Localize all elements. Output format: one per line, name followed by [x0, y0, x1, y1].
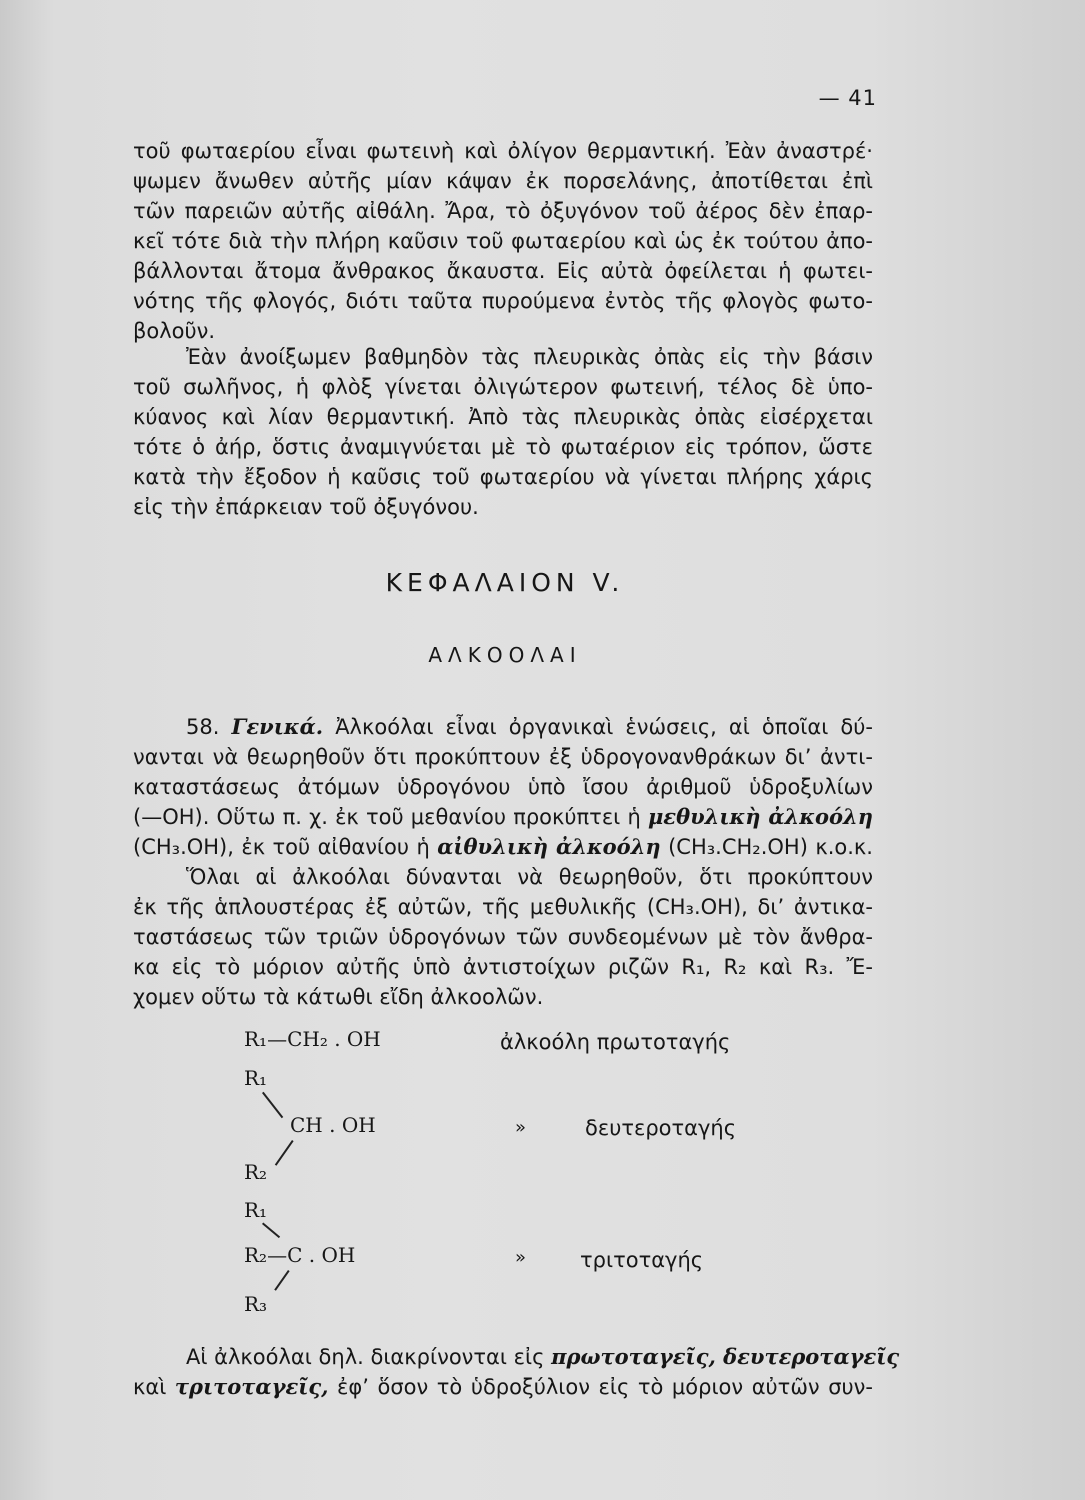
section-title: ΑΛΚΟΟΛΑΙ [428, 643, 582, 667]
term-classes: πρωτοταγεῖς, δευτεροταγεῖς [551, 1344, 900, 1369]
paragraph-heading: Γενικά. [231, 714, 324, 739]
text-line: βολοῦν. [133, 319, 216, 343]
text-line [133, 802, 873, 832]
text-line: κα εἰς τὸ μόριον αὐτῆς ὑπὸ ἀντιστοίχων ριζῶν R₁, R₂ καὶ R₃. Ἔ- [133, 955, 873, 979]
text-line: ταστάσεως τῶν τριῶν ὑδρογόνων τῶν συνδεομένων μὲ τὸν ἄνθρα- [133, 925, 873, 949]
text-segment: Αἱ ἀλκοόλαι δηλ. διακρίνονται εἰς [186, 1345, 545, 1369]
text-segment: καὶ [133, 1375, 167, 1399]
text-line: ἐκ τῆς ἁπλουστέρας ἐξ αὐτῶν, τῆς μεθυλικῆς (CH₃.OH), δι’ ἀντικα- [133, 895, 873, 919]
primary-alcohol-label: ἀλκοόλη πρωτοταγής [500, 1030, 731, 1054]
tertiary-r3: R₃ [244, 1292, 268, 1316]
secondary-center: CH . OH [290, 1113, 376, 1137]
tertiary-center: R₂—C . OH [244, 1243, 356, 1267]
text-line: καταστάσεως ἀτόμων ὑδρογόνου ὑπὸ ἴσου ἀριθμοῦ ὑδροξυλίων [133, 775, 873, 799]
text-segment: ἐφ’ ὅσον τὸ ὑδροξύλιον εἰς τὸ μόριον αὐτῶν συν- [337, 1375, 873, 1399]
text-line [133, 1372, 873, 1402]
text-line: νότης τῆς φλογός, διότι ταῦτα πυρούμενα ἐντὸς τῆς φλογὸς φωτο- [133, 289, 873, 313]
text-line: εἰς τὴν ἐπάρκειαν τοῦ ὀξυγόνου. [133, 495, 479, 519]
text-segment: (CH₃.OH), ἐκ τοῦ αἰθανίου ἡ [133, 835, 430, 859]
ditto-mark: » [515, 1247, 527, 1268]
term-methyl-alcohol: μεθυλικὴ ἀλκοόλη [647, 804, 873, 829]
text-segment: (CH₃.CH₂.OH) κ.ο.κ. [668, 835, 873, 859]
text-line: κατὰ τὴν ἔξοδον ἡ καῦσις τοῦ φωταερίου νὰ γίνεται πλήρης χάρις [133, 465, 873, 489]
term-ethyl-alcohol: αἰθυλικὴ ἀλκοόλη [437, 834, 661, 859]
secondary-r2: R₂ [244, 1160, 268, 1184]
paragraph-number: 58. [186, 715, 220, 739]
text-line [133, 832, 873, 862]
text-segment: (—OH). Οὕτω π. χ. ἐκ τοῦ μεθανίου προκύπτει ἡ [133, 805, 641, 829]
bond-line [262, 1092, 283, 1118]
tertiary-r1: R₁ [244, 1198, 268, 1222]
bond-line [274, 1270, 289, 1291]
text-line: χομεν οὕτω τὰ κάτωθι εἴδη ἀλκοολῶν. [133, 985, 544, 1009]
tertiary-alcohol-label: τριτοταγής [580, 1248, 704, 1272]
text-line [186, 1342, 900, 1372]
text-line: τοῦ φωταερίου εἶναι φωτεινὴ καὶ ὀλίγον θερμαντική. Ἐὰν ἀναστρέ· [133, 139, 873, 163]
text-line: τοῦ σωλῆνος, ἡ φλὸξ γίνεται ὀλιγώτερον φωτεινή, τέλος δὲ ὑπο- [133, 375, 873, 399]
bond-line [275, 1140, 294, 1166]
bond-line [262, 1222, 280, 1238]
secondary-r1: R₁ [244, 1066, 268, 1090]
text-line: κεῖ τότε διὰ τὴν πλήρη καῦσιν τοῦ φωταερίου καὶ ὡς ἐκ τούτου ἀπο- [133, 229, 873, 253]
primary-alcohol-formula: R₁—CH₂ . OH [244, 1027, 381, 1051]
text-line: βάλλονται ἄτομα ἄνθρακος ἄκαυστα. Εἰς αὐτὰ ὀφείλεται ἡ φωτει- [133, 259, 873, 283]
chapter-title: ΚΕΦΑΛΑΙΟΝ V. [385, 568, 625, 597]
text-line: κύανος καὶ λίαν θερμαντική. Ἀπὸ τὰς πλευρικὰς ὀπὰς εἰσέρχεται [133, 405, 873, 429]
ditto-mark: » [515, 1117, 527, 1138]
text-line: νανται νὰ θεωρηθοῦν ὅτι προκύπτουν ἐξ ὑδρογονανθράκων δι’ ἀντι- [133, 745, 873, 769]
term-tertiary: τριτοταγεῖς, [174, 1374, 329, 1399]
secondary-alcohol-label: δευτεροταγής [585, 1116, 737, 1140]
page-number: — 41 [818, 86, 877, 110]
text-line: Ὅλαι αἱ ἀλκοόλαι δύνανται νὰ θεωρηθοῦν, ὅτι προκύπτουν [186, 865, 873, 889]
text-segment: Ἀλκοόλαι εἶναι ὀργανικαὶ ἑνώσεις, αἱ ὁποῖαι δύ- [335, 715, 873, 739]
text-line: τῶν παρειῶν αὐτῆς αἰθάλη. Ἄρα, τὸ ὀξυγόνον τοῦ ἀέρος δὲν ἐπαρ- [133, 199, 873, 223]
text-line: ψωμεν ἄνωθεν αὐτῆς μίαν κάψαν ἐκ πορσελάνης, ἀποτίθεται ἐπὶ [133, 169, 873, 193]
text-line: τότε ὁ ἀήρ, ὅστις ἀναμιγνύεται μὲ τὸ φωταέριον εἰς τρόπον, ὥστε [133, 435, 873, 459]
text-line: Ἐὰν ἀνοίξωμεν βαθμηδὸν τὰς πλευρικὰς ὀπὰς εἰς τὴν βάσιν [186, 345, 873, 369]
text-line [186, 712, 873, 742]
